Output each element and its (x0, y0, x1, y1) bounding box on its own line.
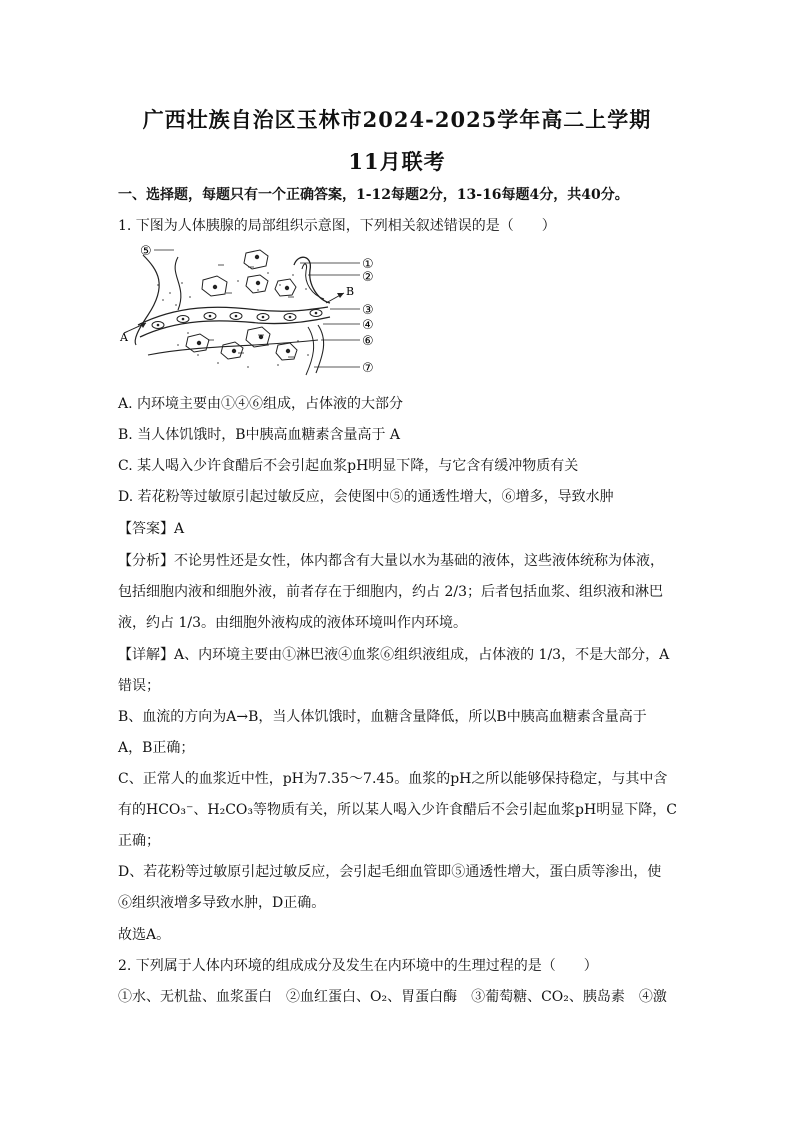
label-5: ⑤ (140, 245, 152, 259)
question-2-stem: 2. 下列属于人体内环境的组成成分及发生在内环境中的生理过程的是（ ） (118, 958, 598, 974)
detail-line-7: 正确； (118, 833, 160, 849)
detail-line-6: 有的HCO₃⁻、H₂CO₃等物质有关，所以某人喝入少许食醋后不会引起血浆pH明显下降，C (118, 802, 677, 818)
question-2-line-1: ①水、无机盐、血浆蛋白 ②血红蛋白、O₂、胃蛋白酶 ③葡萄糖、CO₂、胰岛素 ④激 (118, 989, 667, 1005)
analysis-line-1: 【分析】不论男性还是女性，体内都含有大量以水为基础的液体，这些液体统称为体液， (118, 553, 664, 569)
label-A: A (120, 331, 128, 344)
label-4: ④ (362, 318, 374, 333)
label-3: ③ (362, 303, 374, 318)
page-title-line1: 广西壮族自治区玉林市2024-2025学年高二上学期 (142, 107, 652, 132)
detail-line-9: ⑥组织液增多导致水肿，D正确。 (118, 895, 326, 911)
page-title-line2: 11月联考 (348, 149, 446, 174)
detail-line-10: 故选A。 (118, 927, 171, 943)
detail-line-4: A，B正确； (118, 740, 195, 756)
label-1: ① (362, 257, 374, 272)
option-a: A. 内环境主要由①④⑥组成，占体液的大部分 (118, 396, 404, 412)
question-1-stem: 1. 下图为人体胰腺的局部组织示意图，下列相关叙述错误的是（ ） (118, 218, 556, 234)
detail-line-2: 错误； (118, 678, 160, 694)
label-6: ⑥ (362, 334, 374, 349)
option-c: C. 某人喝入少许食醋后不会引起血浆pH明显下降，与它含有缓冲物质有关 (118, 458, 579, 474)
label-7: ⑦ (362, 361, 374, 376)
detail-line-3: B、血流的方向为A→B，当人体饥饿时，血糖含量降低，所以B中胰高血糖素含量高于 (118, 709, 647, 725)
detail-line-1: 【详解】A、内环境主要由①淋巴液④血浆⑥组织液组成，占体液的 1/3，不是大部分，A (118, 647, 670, 663)
analysis-line-2: 包括细胞内液和细胞外液，前者存在于细胞内，约占 2/3；后者包括血浆、组织液和淋巴 (118, 584, 663, 600)
answer: 【答案】A (118, 521, 185, 537)
section-heading: 一、选择题，每题只有一个正确答案，1-12每题2分，13-16每题4分，共40分。 (118, 187, 629, 203)
detail-line-5: C、正常人的血浆近中性，pH为7.35～7.45。血浆的pH之所以能够保持稳定，与其中含 (118, 771, 668, 787)
detail-line-8: D、若花粉等过敏原引起过敏反应，会引起毛细血管即⑤通透性增大，蛋白质等渗出，使 (118, 864, 662, 880)
pancreas-tissue-diagram (118, 245, 388, 383)
label-2: ② (362, 270, 374, 285)
option-b: B. 当人体饥饿时，B中胰高血糖素含量高于 A (118, 427, 401, 443)
option-d: D. 若花粉等过敏原引起过敏反应，会使图中⑤的通透性增大，⑥增多，导致水肿 (118, 489, 614, 505)
analysis-line-3: 液，约占 1/3。由细胞外液构成的液体环境叫作内环境。 (118, 615, 467, 631)
label-B: B (346, 285, 355, 298)
